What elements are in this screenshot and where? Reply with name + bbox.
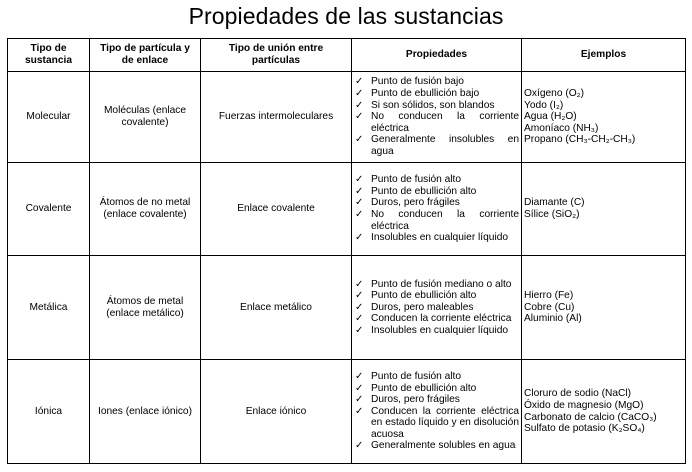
property-item: [354, 440, 519, 452]
property-item: [354, 186, 519, 198]
cell-tipo: Covalente: [8, 163, 90, 256]
example-item: Sílice (SiO₂): [524, 209, 580, 220]
property-item: [354, 406, 519, 441]
cell-ejemplos: [522, 256, 686, 360]
table-row: [8, 163, 686, 256]
cell-union: Enlace iónico: [201, 360, 352, 464]
example-item: Amoníaco (NH₃): [524, 122, 599, 134]
checkmark-icon: ✓: [355, 174, 364, 186]
cell-propiedades: [352, 360, 522, 464]
property-item: [354, 279, 519, 291]
cell-union: Enlace metálico: [201, 256, 352, 360]
example-item: Oxígeno (O₂): [524, 88, 585, 100]
table-row: [8, 72, 686, 163]
cell-ejemplos: [522, 72, 686, 163]
header-tipo: Tipo de sustancia: [8, 39, 90, 72]
property-text: Insolubles en cualquier líquido: [371, 232, 509, 244]
cell-ejemplos: [522, 360, 686, 464]
property-text: Generalmente solubles en agua: [371, 440, 516, 452]
checkmark-icon: ✓: [355, 76, 364, 88]
property-text: Conducen la corriente eléctrica: [371, 313, 512, 325]
cell-particula: Átomos de metal (enlace metálico): [90, 256, 201, 360]
header-ejemplos: Ejemplos: [522, 39, 686, 72]
property-text: Duros, pero maleables: [371, 301, 474, 313]
property-item: [354, 100, 519, 112]
property-item: [354, 76, 519, 88]
cell-particula: Átomos de no metal (enlace covalente): [90, 163, 201, 256]
example-item: Diamante (C): [524, 197, 585, 209]
example-item: Aluminio (Al): [524, 313, 582, 325]
example-item: Óxido de magnesio (MgO): [524, 399, 644, 411]
property-text: Insolubles en cualquier líquido: [371, 324, 509, 336]
property-item: [354, 290, 519, 302]
example-item: Cloruro de sodio (NaCl): [524, 388, 632, 400]
cell-union: Enlace covalente: [201, 163, 352, 256]
cell-tipo: Metálica: [8, 256, 90, 360]
property-list: [354, 371, 519, 452]
property-list: [354, 279, 519, 337]
cell-propiedades: [352, 72, 522, 163]
checkmark-icon: ✓: [355, 324, 364, 336]
cell-ejemplos: [522, 163, 686, 256]
table-row: [8, 360, 686, 464]
checkmark-icon: ✓: [355, 278, 364, 290]
checkmark-icon: ✓: [355, 440, 364, 452]
property-item: [354, 88, 519, 100]
cell-tipo: Molecular: [8, 72, 90, 163]
example-item: Yodo (I₂): [524, 99, 564, 111]
header-propiedades: Propiedades: [352, 39, 522, 72]
property-item: [354, 232, 519, 244]
header-particula: Tipo de partícula y de enlace: [90, 39, 201, 72]
checkmark-icon: ✓: [355, 313, 364, 325]
example-item: Propano (CH₃-CH₂-CH₃): [524, 134, 636, 146]
property-text: Punto de fusión mediano o alto: [371, 278, 512, 290]
cell-tipo: Iónica: [8, 360, 90, 464]
property-text: Si son sólidos, son blandos: [371, 99, 495, 111]
table-row: [8, 256, 686, 360]
cell-propiedades: [352, 256, 522, 360]
property-item: [354, 325, 519, 337]
cell-particula: Moléculas (enlace covalente): [90, 72, 201, 163]
property-text: Punto de ebullición alto: [371, 185, 477, 197]
checkmark-icon: ✓: [355, 405, 364, 417]
header-row: [8, 39, 686, 72]
checkmark-icon: ✓: [355, 394, 364, 406]
checkmark-icon: ✓: [355, 99, 364, 111]
example-item: Sulfato de potasio (K₂SO₄): [524, 423, 645, 435]
property-item: [354, 209, 519, 232]
cell-propiedades: [352, 163, 522, 256]
property-item: [354, 111, 519, 134]
example-item: Hierro (Fe): [524, 290, 574, 302]
property-text: Punto de ebullición bajo: [371, 88, 480, 100]
property-text: Punto de fusión bajo: [371, 76, 464, 88]
property-item: [354, 197, 519, 209]
checkmark-icon: ✓: [355, 382, 364, 394]
property-item: [354, 383, 519, 395]
property-text: Duros, pero frágiles: [371, 394, 460, 406]
property-text: Duros, pero frágiles: [371, 197, 460, 209]
cell-union: Fuerzas intermoleculares: [201, 72, 352, 163]
property-text: Punto de ebullición alto: [371, 290, 477, 302]
checkmark-icon: ✓: [355, 185, 364, 197]
property-text: Punto de fusión alto: [371, 174, 462, 186]
checkmark-icon: ✓: [355, 370, 364, 382]
header-union: Tipo de unión entre partículas: [201, 39, 352, 72]
checkmark-icon: ✓: [355, 88, 364, 100]
example-item: Cobre (Cu): [524, 301, 575, 313]
cell-particula: Iones (enlace iónico): [90, 360, 201, 464]
checkmark-icon: ✓: [355, 209, 364, 220]
property-text: Punto de ebullición alto: [371, 382, 477, 394]
checkmark-icon: ✓: [355, 290, 364, 302]
checkmark-icon: ✓: [355, 111, 364, 123]
property-item: [354, 302, 519, 314]
property-list: [354, 76, 519, 157]
property-item: [354, 313, 519, 325]
checkmark-icon: ✓: [355, 232, 364, 244]
example-item: Carbonato de calcio (CaCO₃): [524, 411, 657, 423]
property-list: [354, 174, 519, 244]
property-item: [354, 394, 519, 406]
property-text: No conducen la corriente eléctrica: [371, 209, 519, 232]
page-title: Propiedades de las sustancias: [188, 3, 504, 29]
property-text: Conducen la corriente eléctrica en estado líquido y en disolución acuosa: [371, 405, 519, 440]
property-text: Punto de fusión alto: [371, 370, 462, 382]
checkmark-icon: ✓: [355, 197, 364, 209]
checkmark-icon: ✓: [355, 301, 364, 313]
property-item: [354, 371, 519, 383]
property-text: Generalmente insolubles en agua: [371, 134, 519, 157]
checkmark-icon: ✓: [355, 134, 364, 146]
property-item: [354, 174, 519, 186]
property-text: No conducen la corriente eléctrica: [371, 111, 519, 134]
properties-table: [7, 38, 686, 464]
example-item: Agua (H₂O): [524, 111, 577, 123]
property-item: [354, 134, 519, 157]
